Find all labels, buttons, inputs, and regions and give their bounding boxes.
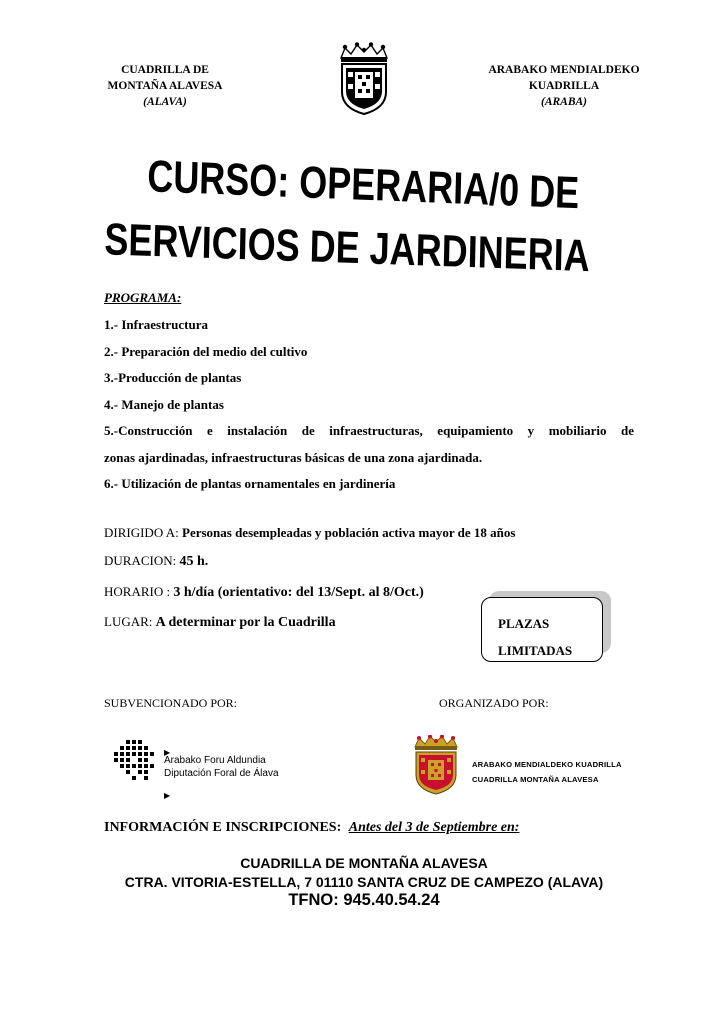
duracion-row bbox=[104, 553, 208, 570]
organizado-label: ORGANIZADO POR: bbox=[439, 696, 549, 710]
duracion-label: DURACION: bbox=[104, 553, 177, 568]
programa-item: 3.-Producción de plantas bbox=[104, 370, 242, 385]
subvencionado-label: SUBVENCIONADO POR: bbox=[104, 696, 238, 710]
coat-of-arms-icon bbox=[333, 42, 395, 116]
dirigido-value: Personas desempleadas y población activa mayor de 18 años bbox=[182, 525, 516, 540]
cuadrilla-crest-icon bbox=[410, 735, 462, 795]
header-left-line1: CUADRILLA DE bbox=[121, 64, 209, 76]
lugar-row bbox=[104, 614, 336, 631]
dirigido-label: DIRIGIDO A: bbox=[104, 525, 179, 540]
diputacion-foral-logo-icon bbox=[112, 738, 162, 782]
header-right-line1: ARABAKO MENDIALDEKO bbox=[488, 64, 640, 76]
lugar-value: A determinar por la Cuadrilla bbox=[155, 615, 336, 630]
informacion-row bbox=[104, 820, 519, 836]
programa-item: 2.- Preparación del medio del cultivo bbox=[104, 343, 308, 359]
dfa-line2: Diputación Foral de Álava bbox=[164, 768, 279, 779]
header-left-line2: MONTAÑA ALAVESA bbox=[107, 80, 223, 92]
plazas-line1: PLAZAS bbox=[498, 616, 550, 631]
horario-label: HORARIO : bbox=[104, 584, 171, 599]
header-right-line3: (ARABA) bbox=[540, 96, 587, 108]
horario-value: 3 h/día (orientativo: del 13/Sept. al 8/Oct.) bbox=[173, 585, 424, 600]
plazas-limitadas-box bbox=[481, 597, 603, 662]
informacion-label: INFORMACIÓN E INSCRIPCIONES: bbox=[104, 820, 342, 835]
duracion-value: 45 h. bbox=[179, 554, 209, 569]
arrow-right-icon: ▶ bbox=[164, 791, 171, 800]
programa-heading: PROGRAMA: bbox=[104, 290, 182, 305]
programa-item: zonas ajardinadas, infraestructuras básicas de una zona ajardinada. bbox=[104, 449, 483, 465]
cuadrilla-line2: CUADRILLA MONTAÑA ALAVESA bbox=[472, 775, 599, 784]
plazas-line2: LIMITADAS bbox=[498, 643, 573, 658]
header-right bbox=[475, 62, 653, 110]
cuadrilla-line1: ARABAKO MENDIALDEKO KUADRILLA bbox=[472, 760, 622, 769]
address-line2: CTRA. VITORIA-ESTELLA, 7 01110 SANTA CRUZ DE CAMPEZO (ALAVA) bbox=[124, 874, 604, 890]
programa-item: 4.- Manejo de plantas bbox=[104, 396, 224, 412]
dfa-line1: Arabako Foru Aldundia bbox=[164, 755, 266, 766]
programa-item: 6.- Utilización de plantas ornamentales en jardinería bbox=[104, 476, 396, 491]
arrow-right-icon: ▶ bbox=[164, 748, 171, 757]
dirigido-row bbox=[104, 525, 515, 541]
programa-item: 5.-Construcción e instalación de infraestructuras, equipamiento y mobiliario de bbox=[104, 423, 634, 438]
cuadrilla-text bbox=[472, 757, 622, 787]
phone-number: TFNO: 945.40.54.24 bbox=[288, 891, 440, 909]
programa-list bbox=[104, 312, 634, 498]
informacion-deadline: Antes del 3 de Septiembre en: bbox=[348, 820, 520, 835]
course-title-line1: CURSO: OPERARIA/0 DE bbox=[146, 150, 580, 219]
programa-item: 1.- Infraestructura bbox=[104, 317, 208, 332]
lugar-label: LUGAR: bbox=[104, 614, 153, 629]
address-line1: CUADRILLA DE MONTAÑA ALAVESA bbox=[240, 855, 488, 871]
header-right-line2: KUADRILLA bbox=[528, 80, 600, 92]
horario-row bbox=[104, 584, 424, 601]
course-title-line2: SERVICIOS DE JARDINERIA bbox=[103, 213, 591, 282]
header-left-line3: (ALAVA) bbox=[143, 96, 187, 108]
diputacion-foral-text bbox=[164, 754, 279, 780]
header-left bbox=[95, 62, 235, 110]
